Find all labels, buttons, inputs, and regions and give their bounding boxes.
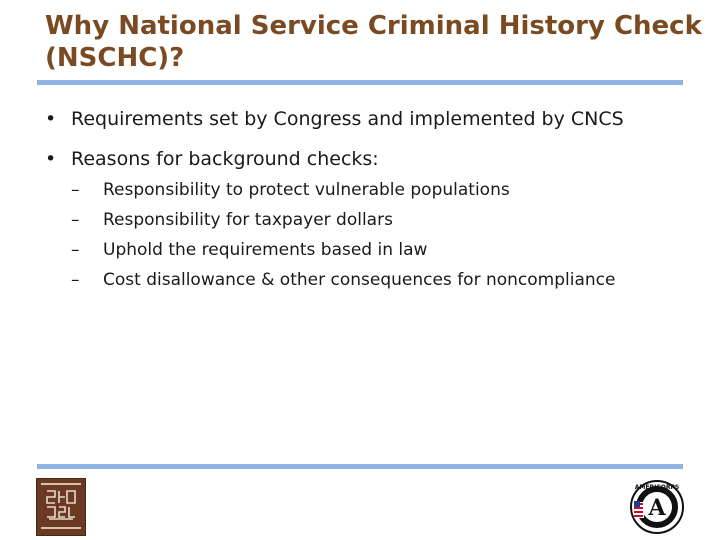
sub-bullet-text: Uphold the requirements based in law — [103, 240, 428, 260]
dash-icon: – — [71, 240, 80, 260]
title-divider — [37, 80, 683, 85]
bullet-text: Requirements set by Congress and implemented by CNCS — [71, 108, 624, 130]
americorps-logo — [630, 480, 684, 534]
bullet-dot-icon: • — [45, 108, 57, 130]
bullet-dot-icon: • — [45, 148, 57, 170]
dash-icon: – — [71, 210, 80, 230]
americorps-logo-graphic — [630, 480, 684, 534]
dash-icon: – — [71, 270, 80, 290]
sub-bullet-list — [71, 179, 685, 291]
sub-bullet-text: Responsibility to protect vulnerable populations — [103, 180, 510, 200]
sub-bullet-text: Cost disallowance & other consequences for noncompliance — [103, 270, 616, 290]
dash-icon: – — [71, 180, 80, 200]
mass-service-alliance-logo-graphic — [37, 479, 85, 535]
footer-divider — [37, 464, 683, 469]
svg-text:AMERICORPS: AMERICORPS — [634, 484, 680, 491]
mass-service-alliance-logo — [36, 478, 86, 536]
sub-bullet-item — [71, 209, 685, 231]
sub-bullet-item — [71, 269, 685, 291]
sub-bullet-item — [71, 179, 685, 201]
bullet-item — [45, 107, 685, 131]
bullet-list — [45, 107, 685, 307]
svg-text:A: A — [648, 495, 666, 521]
sub-bullet-item — [71, 239, 685, 261]
slide-title: Why National Service Criminal History Check (NSCHC)? — [45, 11, 702, 73]
bullet-text: Reasons for background checks: — [71, 148, 379, 170]
sub-bullet-text: Responsibility for taxpayer dollars — [103, 210, 393, 230]
bullet-item — [45, 147, 685, 291]
